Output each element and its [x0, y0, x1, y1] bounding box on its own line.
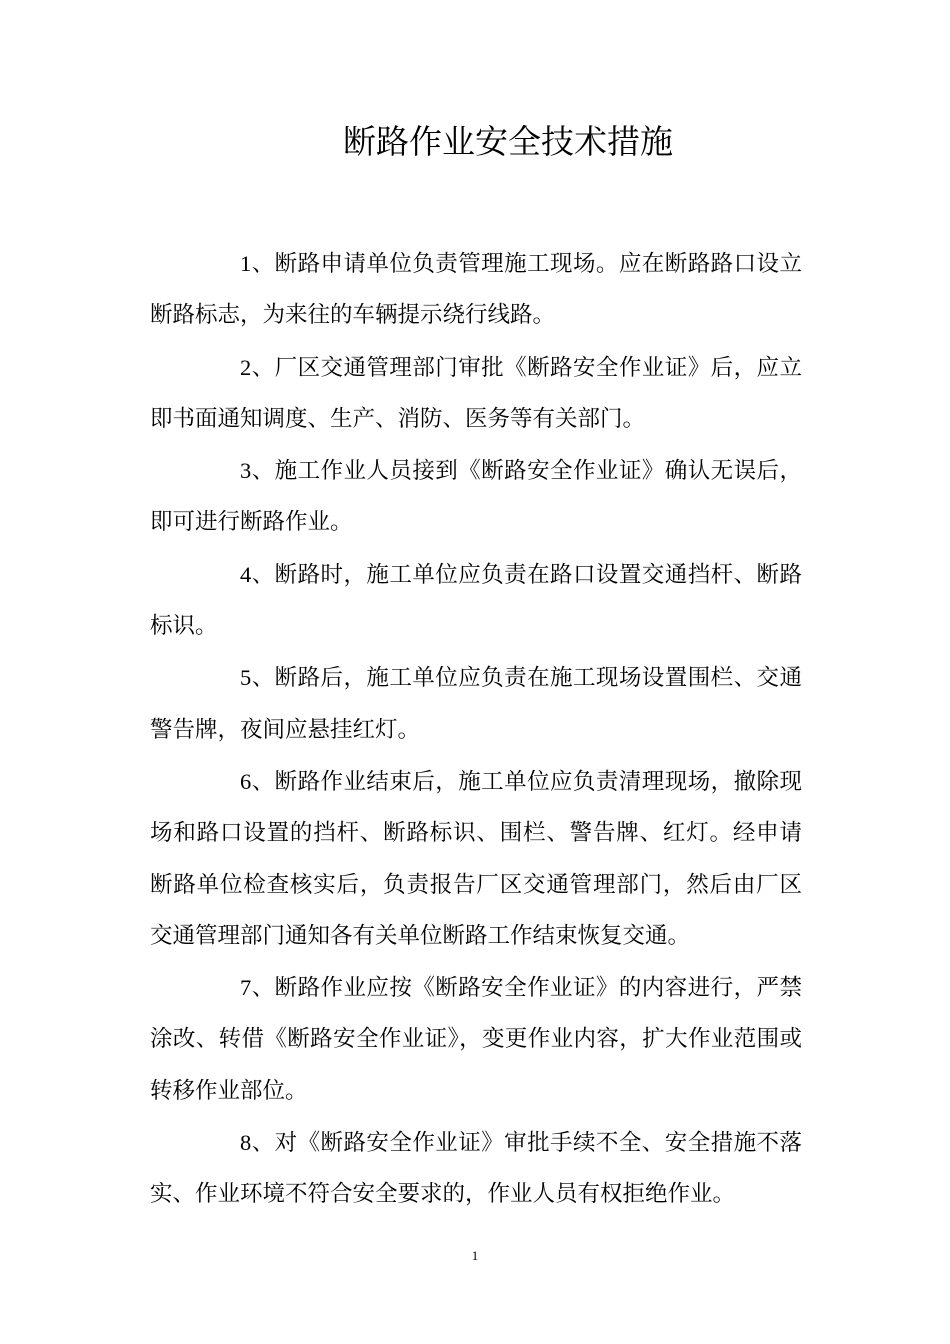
paragraph-number: 7 — [240, 975, 252, 1001]
paragraph-number: 6 — [240, 768, 252, 794]
paragraph-text: 、断路申请单位负责管理施工现场。应在断路路口设立断路标志，为来往的车辆提示绕行线路。 — [150, 251, 802, 329]
paragraph-text: 、厂区交通管理部门审批《断路安全作业证》后，应立即书面通知调度、生产、消防、医务等有关部门。 — [150, 354, 802, 432]
paragraph-text: 、断路时，施工单位应负责在路口设置交通挡杆、断路标识。 — [150, 561, 802, 640]
paragraph-3 — [150, 445, 802, 549]
page-number: 1 — [471, 1248, 479, 1263]
paragraph-text: 、对《断路安全作业证》审批手续不全、安全措施不落实、作业环境不符合安全要求的，作业人员有权拒绝作业。 — [150, 1130, 802, 1208]
paragraph-text: 、施工作业人员接到《断路安全作业证》确认无误后，即可进行断路作业。 — [150, 458, 802, 536]
paragraph-number: 4 — [240, 561, 252, 587]
document-body — [150, 238, 802, 1221]
paragraph-text: 、断路后，施工单位应负责在施工现场设置围栏、交通警告牌，夜间应悬挂红灯。 — [150, 665, 802, 743]
paragraph-2 — [150, 342, 802, 446]
paragraph-8 — [150, 1117, 802, 1221]
paragraph-text: 、断路作业应按《断路安全作业证》的内容进行，严禁涂改、转借《断路安全作业证》，变更作业内容，扩大作业范围或转移作业部位。 — [150, 975, 802, 1104]
paragraph-number: 2 — [240, 354, 252, 380]
paragraph-5 — [150, 652, 802, 756]
paragraph-number: 1 — [240, 251, 252, 276]
paragraph-text: 、断路作业结束后，施工单位应负责清理现场，撤除现场和路口设置的挡杆、断路标识、围栏、警告牌、红灯。经申请断路单位检查核实后，负责报告厂区交通管理部门，然后由厂区交通管理部门通知各有关单位断路工作结束恢复交通。 — [150, 768, 802, 949]
paragraph-4 — [150, 549, 802, 653]
paragraph-number: 5 — [240, 665, 252, 691]
paragraph-7 — [150, 962, 802, 1117]
paragraph-1 — [150, 238, 802, 342]
paragraph-number: 8 — [240, 1130, 252, 1156]
page-title: 断路作业安全技术措施 — [343, 122, 673, 161]
paragraph-number: 3 — [240, 458, 252, 484]
paragraph-6 — [150, 756, 802, 962]
